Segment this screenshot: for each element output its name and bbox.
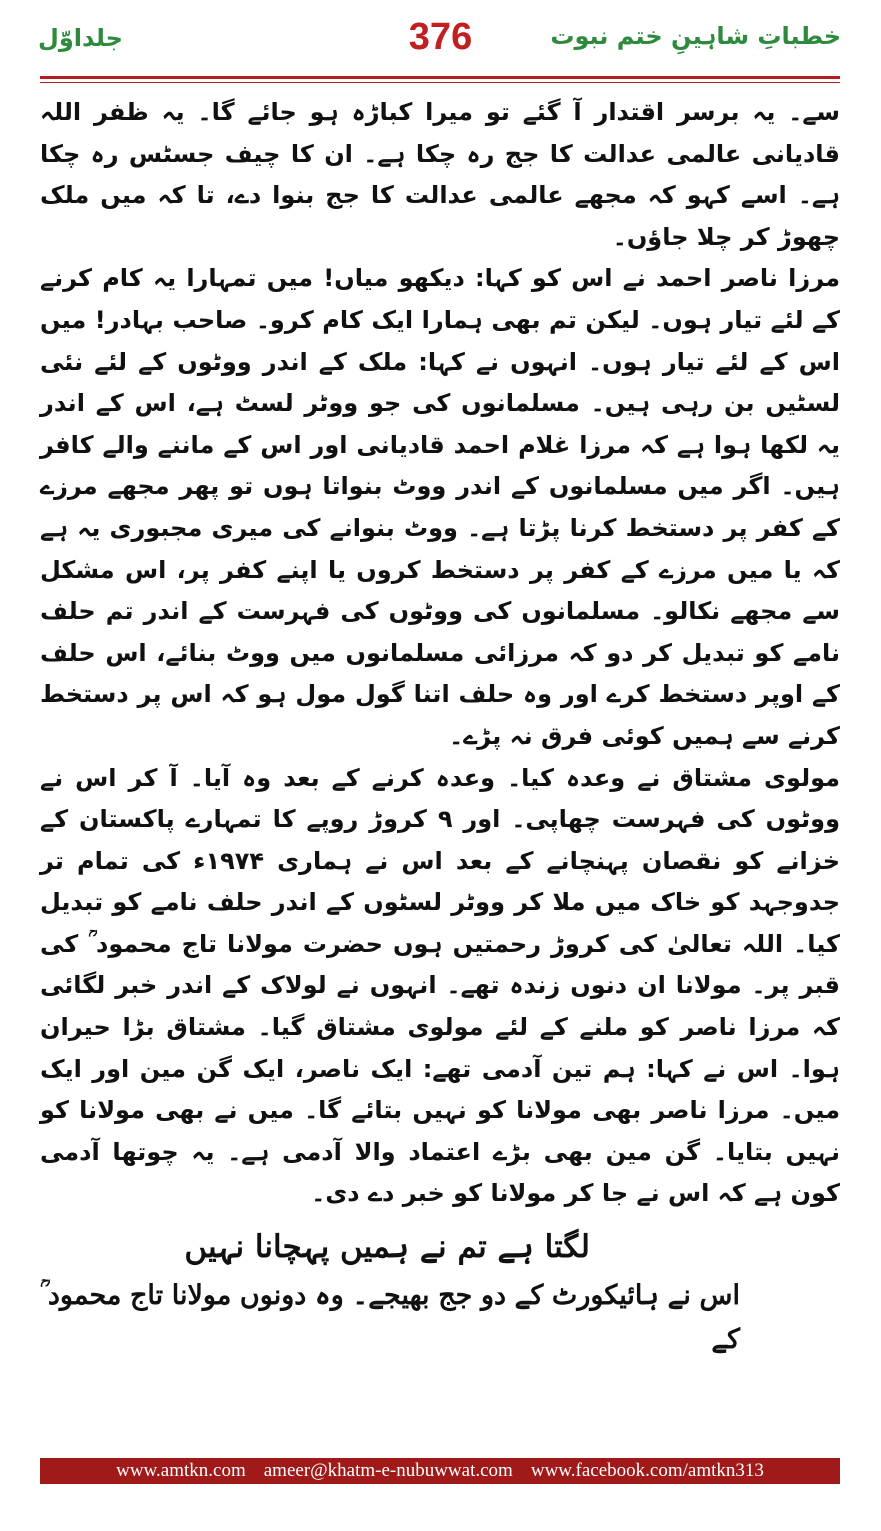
page-number: 376 — [408, 16, 473, 58]
footer-email-link[interactable]: ameer@khatm-e-nubuwwat.com — [263, 1460, 513, 1481]
book-title: خطباتِ شاہینِ ختم نبوت — [550, 22, 841, 50]
section-subheading: لگتا ہے تم نے ہمیں پہچانا نہیں — [184, 1229, 590, 1266]
closing-line: اس نے ہائیکورٹ کے دو جج بھیجے۔ وہ دونوں مولانا تاج محمود ؒ کے — [40, 1280, 740, 1355]
paragraph-3: مولوی مشتاق نے وعدہ کیا۔ وعدہ کرنے کے بعد وہ آیا۔ آ کر اس نے ووٹوں کی فہرست چھاپی۔ اور ۹ کروڑ روپے کا تمہارے پاکستان کے خزانے کو نقصان پہنچانے کے بعد اس نے ہماری ۱۹۷۴ء کی تمام تر جدوجہد کو خاک میں ملا کر ووٹر لسٹوں کے اندر حلف نامے کو تبدیل کیا۔ اللہ تعالیٰ کی کروڑ رحمتیں ہوں حضرت مولانا تاج محمود ؒ کی قبر پر۔ مولانا ان دنوں زندہ تھے۔ انہوں نے لولاک کے اندر خبر لگائی کہ مرزا ناصر کو ملنے کے لئے مولوی مشتاق گیا۔ مشتاق بڑا حیران ہوا۔ اس نے کہا: ہم تین آدمی تھے: ایک ناصر، ایک گن مین اور ایک میں۔ مرزا ناصر بھی مولانا کو نہیں بتائے گا۔ میں نے بھی مولانا کو نہیں بتایا۔ گن مین بھی بڑے اعتماد والا آدمی ہے۔ یہ چوتھا آدمی کون ہے کہ اس نے جا کر مولانا کو خبر دے دی۔ — [40, 763, 841, 1208]
header-rule-thick — [40, 76, 840, 79]
page-header — [0, 0, 881, 80]
header-rule-thin — [40, 82, 840, 83]
paragraph-1: سے۔ یہ برسر اقتدار آ گئے تو میرا کباڑہ ہو جائے گا۔ یہ ظفر اللہ قادیانی عالمی عدالت کا جج رہ چکا ہے۔ ان کا چیف جسٹس رہ چکا ہے۔ اسے کہو کہ مجھے عالمی عدالت کا جج بنوا دے، تا کہ میں ملک چھوڑ کر چلا جاؤں۔ — [40, 98, 840, 251]
volume-label: جلداوّل — [38, 24, 123, 52]
footer-website-link[interactable]: www.amtkn.com — [116, 1460, 246, 1481]
footer-facebook-link[interactable]: www.facebook.com/amtkn313 — [530, 1460, 764, 1481]
page-footer — [40, 1458, 840, 1484]
paragraph-2: مرزا ناصر احمد نے اس کو کہا: دیکھو میاں! میں تمہارا یہ کام کرنے کے لئے تیار ہوں۔ لیکن تم بھی ہمارا ایک کام کرو۔ صاحب بہادر! میں اس کے لئے تیار ہوں۔ انہوں نے کہا: ملک کے اندر ووٹوں کے لئے نئی لسٹیں بن رہی ہیں۔ مسلمانوں کی جو ووٹر لسٹ ہے، اس کے اندر یہ لکھا ہوا ہے کہ مرزا غلام احمد قادیانی اور اس کے ماننے والے کافر ہیں۔ اگر میں مسلمانوں کے اندر ووٹ بنواتا ہوں تو پھر مجھے مرزے کے کفر پر دستخط کرنا پڑتا ہے۔ ووٹ بنوانے کی میری مجبوری یہ ہے کہ یا میں مرزے کے کفر پر دستخط کروں یا اپنے کفر پر، اس مشکل سے مجھے نکالو۔ مسلمانوں کی ووٹوں کی فہرست کے اندر تم حلف نامے کو تبدیل کر دو کہ مرزائی مسلمانوں میں ووٹ بنائے، اس حلف کے اوپر دستخط کرے اور وہ حلف اتنا گول مول ہو کہ اس پر دستخط کرنے سے ہمیں کوئی فرق نہ پڑے۔ — [40, 264, 841, 750]
page-body — [40, 92, 840, 1361]
